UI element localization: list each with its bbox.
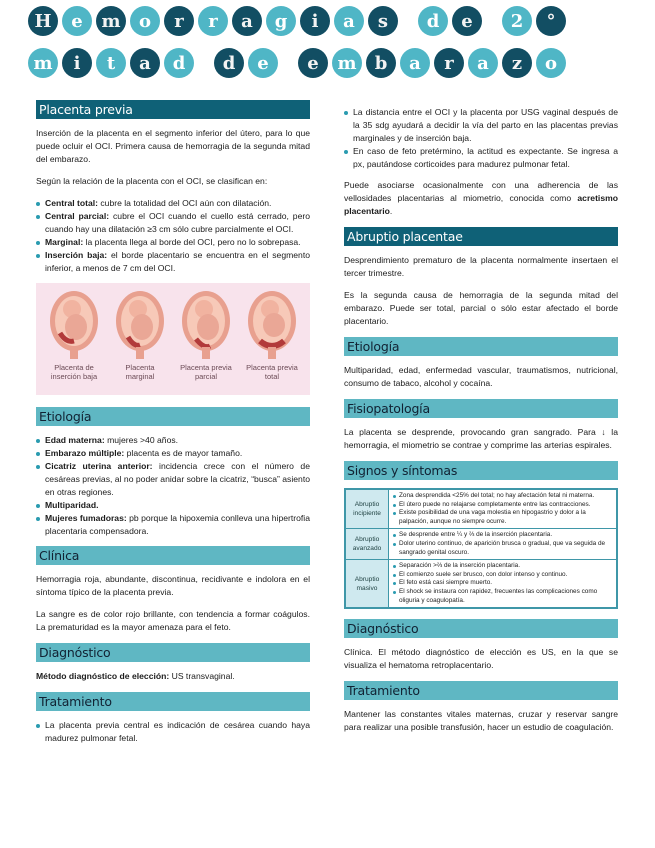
abruptio-p1: Desprendimiento prematuro de la placenta normalmente insertaen el tercer trimestre. <box>344 255 618 278</box>
list-item: El comienzo suele ser brusco, con dolor intenso y continuo. <box>393 571 612 580</box>
title-letter: r <box>434 48 464 78</box>
heading-diagnostico-previa: Diagnóstico <box>36 643 310 662</box>
heading-signos-sintomas: Signos y síntomas <box>344 461 618 480</box>
title-letter: a <box>400 48 430 78</box>
diagnostico-previa-text: Método diagnóstico de elección: US transvaginal. <box>36 671 235 681</box>
heading-diagnostico-abruptio: Diagnóstico <box>344 619 618 638</box>
title-letter: r <box>198 6 228 36</box>
heading-etiologia-abruptio: Etiología <box>344 337 618 356</box>
list-item: La placenta previa central es indicación de cesárea cuando haya madurez pulmonar fetal. <box>36 719 310 745</box>
left-column <box>36 100 310 753</box>
stage-label: Abruptio incipiente <box>345 489 389 529</box>
title-letter: i <box>62 48 92 78</box>
acretismo-text: Puede asociarse ocasionalmente con una adherencia de las vellosidades placentarias al miometrio, conocida como acretismo placentario. <box>344 180 618 216</box>
title-letter: 2 <box>502 6 532 36</box>
title-letter: e <box>248 48 278 78</box>
figure-insercion-baja <box>44 289 104 381</box>
list-item: Central total: cubre la totalidad del OCI aún con dilatación. <box>36 197 310 210</box>
list-item: Separación >⅔ de la inserción placentaria. <box>393 562 612 571</box>
uterus-illustration <box>114 289 166 361</box>
list-item: Inserción baja: el borde placentario se encuentra en el segmento inferior, a menos de 7 cm del OCI. <box>36 249 310 275</box>
title-letter: t <box>96 48 126 78</box>
tratamiento-previa-cont-list <box>344 106 618 171</box>
title-letter: a <box>468 48 498 78</box>
clinica-p2: La sangre es de color rojo brillante, con tendencia a formar coágulos. La prematuridad es la mayor amenaza para el feto. <box>36 609 310 632</box>
list-item: Se desprende entre ¼ y ⅔ de la inserción placentaria. <box>393 531 612 540</box>
placenta-types-illustration <box>36 283 310 395</box>
placenta-previa-classify: Según la relación de la placenta con el OCI, se clasifican en: <box>36 176 268 186</box>
title-letter: H <box>28 6 58 36</box>
list-item: El feto está casi siempre muerto. <box>393 579 612 588</box>
figure-label: Placenta previa parcial <box>180 363 232 381</box>
etiologia-abruptio-text: Multiparidad, edad, enfermedad vascular, traumatismos, nutricional, consumo de tabaco, alcohol y cocaína. <box>344 365 618 388</box>
title-letter: e <box>298 48 328 78</box>
title-letter: d <box>214 48 244 78</box>
title-letter: o <box>130 6 160 36</box>
placenta-previa-types <box>36 197 310 275</box>
list-item: Mujeres fumadoras: pb porque la hipoxemia conlleva una hipertrofia placentaria compensadora. <box>36 512 310 538</box>
title-letter: d <box>164 48 194 78</box>
title-letter: a <box>232 6 262 36</box>
figure-marginal <box>110 289 170 381</box>
table-row <box>345 560 617 608</box>
figure-label: Placenta previa total <box>246 363 298 381</box>
list-item: Existe posibilidad de una vaga molestia en hipogastrio y dolor a la palpación, aunque no siempre ocurre. <box>393 509 612 526</box>
etiologia-previa-list <box>36 434 310 538</box>
title-letter: i <box>300 6 330 36</box>
list-item: La distancia entre el OCI y la placenta por USG vaginal después de la 35 sdg ayudará a decidir la vía del parto en las placentas previas marginales y de inserción baja. <box>344 106 618 145</box>
heading-etiologia-previa: Etiología <box>36 407 310 426</box>
uterus-illustration <box>246 289 298 361</box>
title-letter: e <box>62 6 92 36</box>
figure-previa-total <box>242 289 302 381</box>
heading-tratamiento-previa: Tratamiento <box>36 692 310 711</box>
list-item: Central parcial: cubre el OCI cuando el cuello está cerrado, pero cuando hay una dilatación ≥3 cm sólo cubre parcialmente el OCI. <box>36 210 310 236</box>
figure-label: Placenta marginal <box>125 363 155 381</box>
title-letter: g <box>266 6 296 36</box>
list-item: Embarazo múltiple: placenta es de mayor tamaño. <box>36 447 310 460</box>
heading-abruptio: Abruptio placentae <box>344 227 618 246</box>
title-letter: d <box>418 6 448 36</box>
fisiopatologia-text: La placenta se desprende, provocando gran sangrado. Para ↓ la hemorragia, el miometrio se contrae y comprime las arterias espirales. <box>344 427 618 450</box>
title-letter: r <box>164 6 194 36</box>
title-letter: a <box>130 48 160 78</box>
abruptio-p2: Es la segunda causa de hemorragia de la segunda mitad del embarazo. Puede ser total, parcial o sólo estar afectado el borde placentario. <box>344 290 618 326</box>
title-letter: m <box>332 48 362 78</box>
stage-label: Abruptio masivo <box>345 560 389 608</box>
list-item: Multiparidad. <box>36 499 310 512</box>
uterus-illustration <box>48 289 100 361</box>
list-item: Edad materna: mujeres >40 años. <box>36 434 310 447</box>
title-letter: m <box>28 48 58 78</box>
title-line-2 <box>28 48 570 78</box>
figure-previa-parcial <box>176 289 236 381</box>
clinica-p1: Hemorragia roja, abundante, discontinua, recidivante e indolora en el síntoma típico de la placenta previa. <box>36 574 310 597</box>
list-item: El útero puede no relajarse completamente entre las contracciones. <box>393 501 612 510</box>
diagnostico-abruptio-text: Clínica. El método diagnóstico de elección es US, en la que se visualiza el hematoma retroplacentario. <box>344 647 618 671</box>
title-letter: o <box>536 48 566 78</box>
figure-label: Placenta de inserción baja <box>50 363 98 381</box>
list-item: El shock se instaura con rapidez, frecuentes las complicaciones como oliguria y coagulopatía. <box>393 588 612 605</box>
list-item: Dolor uterino continuo, de aparición brusca o gradual, que va seguida de sangrado genital oscuro. <box>393 540 612 557</box>
list-item: En caso de feto pretérmino, la actitud es expectante. Se ingresa a px, pautándose corticoides para madurez pulmonar fetal. <box>344 145 618 171</box>
right-column <box>344 106 618 743</box>
heading-tratamiento-abruptio: Tratamiento <box>344 681 618 700</box>
list-item: Zona desprendida <25% del total; no hay afectación fetal ni materna. <box>393 492 612 501</box>
title-letter: b <box>366 48 396 78</box>
title-letter: s <box>368 6 398 36</box>
heading-placenta-previa: Placenta previa <box>36 100 310 119</box>
title-line-1 <box>28 6 570 36</box>
placenta-previa-intro: Inserción de la placenta en el segmento inferior del útero, para lo que puede ocluir el OCI. Primera causa de hemorragia de la segunda mitad del embarazo. <box>36 128 310 164</box>
list-item: Cicatriz uterina anterior: incidencia crece con el número de cesáreas previas, al no poder anidar sobre la cicatriz, “busca” asiento en otras regiones. <box>36 460 310 499</box>
tratamiento-abruptio-text: Mantener las constantes vitales maternas, cruzar y reservar sangre para realizar una posible transfusión, hacer un estudio de coagulación. <box>344 709 618 733</box>
title-letter: ° <box>536 6 566 36</box>
stage-label: Abruptio avanzado <box>345 529 389 560</box>
title-letter: z <box>502 48 532 78</box>
title-letter: a <box>334 6 364 36</box>
table-row <box>345 529 617 560</box>
heading-clinica: Clínica <box>36 546 310 565</box>
uterus-illustration <box>180 289 232 361</box>
title-letter: m <box>96 6 126 36</box>
heading-fisiopatologia: Fisiopatología <box>344 399 618 418</box>
list-item: Marginal: la placenta llega al borde del OCI, pero no lo sobrepasa. <box>36 236 310 249</box>
signos-table <box>344 488 618 609</box>
title-letter: e <box>452 6 482 36</box>
tratamiento-previa-list <box>36 719 310 745</box>
table-row <box>345 489 617 529</box>
